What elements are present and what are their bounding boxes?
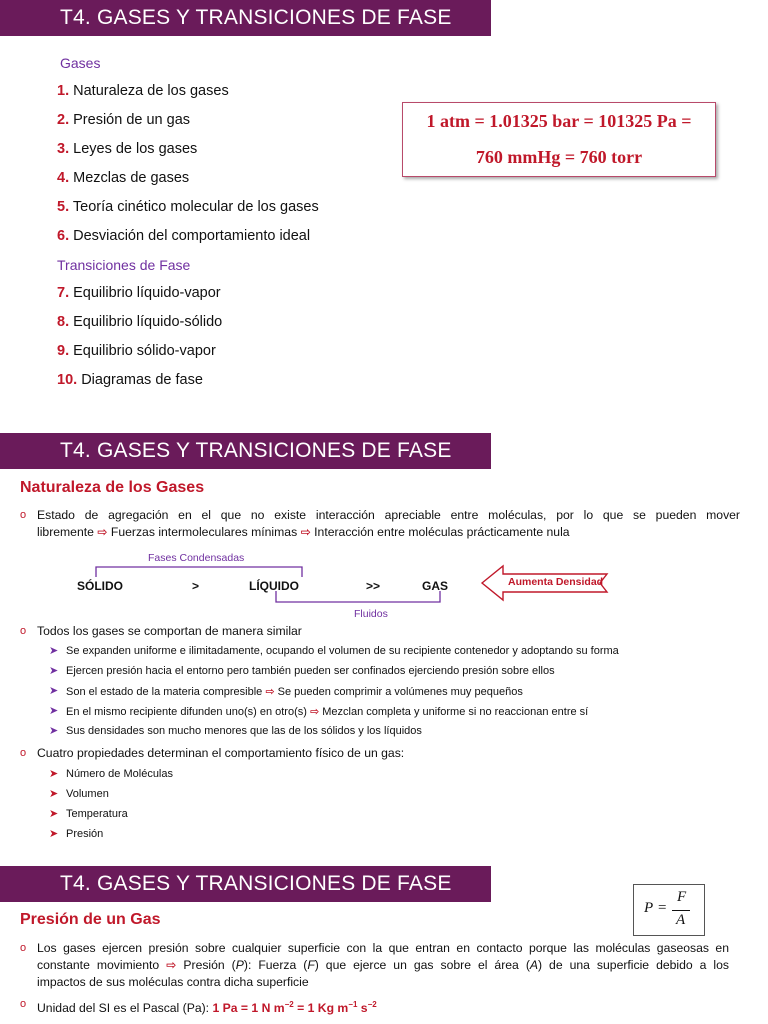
property-text: Volumen bbox=[66, 788, 109, 800]
bullet-text: Cuatro propiedades determinan el comportamiento físico de un gas: bbox=[37, 746, 405, 760]
sub-bullet-1 bbox=[49, 645, 619, 657]
fraction-bar bbox=[672, 910, 690, 911]
eq-part: 1 Pa = 1 N m bbox=[212, 1001, 285, 1016]
pressure-units-line-2: 760 mmHg = 760 torr bbox=[475, 147, 643, 167]
slide-title: T4. GASES Y TRANSICIONES DE FASE bbox=[60, 6, 452, 29]
eq-part: = 1 Kg m bbox=[293, 1001, 349, 1016]
eq-exponent: −2 bbox=[284, 1000, 294, 1009]
arrowhead-bullet-icon: ➤ bbox=[49, 705, 59, 717]
section-label-transiciones: Transiciones de Fase bbox=[57, 257, 191, 273]
pressure-formula-box bbox=[633, 884, 705, 936]
slide-index bbox=[0, 0, 768, 420]
intro-line-1: Estado de agregación en el que no existe interacción apreciable entre moléculas, por lo que se pueden mover bbox=[37, 508, 740, 522]
sub-bullet-5 bbox=[49, 725, 422, 737]
fluids-bracket bbox=[276, 591, 440, 602]
index-item-3 bbox=[57, 141, 197, 157]
index-number: 1. bbox=[57, 83, 70, 99]
definition-line-3: impactos de sus moléculas contra dicha superficie bbox=[37, 975, 309, 989]
slide-presion bbox=[0, 866, 768, 1024]
circle-bullet-icon: o bbox=[20, 625, 27, 637]
index-text: Equilibrio líquido-sólido bbox=[73, 314, 223, 330]
index-item-10 bbox=[57, 372, 203, 388]
circle-bullet-icon: o bbox=[20, 942, 27, 954]
section-label-gases: Gases bbox=[60, 55, 101, 71]
intro-text-b: Fuerzas intermoleculares mínimas bbox=[110, 525, 298, 539]
sub-bullet-text: En el mismo recipiente difunden uno(s) en otro(s) bbox=[66, 706, 307, 718]
formula-p: P bbox=[644, 900, 654, 916]
index-item-2 bbox=[57, 112, 190, 128]
property-item bbox=[49, 788, 109, 800]
def-symbol-f: F bbox=[307, 958, 315, 972]
arrow-right-icon: ⇨ bbox=[300, 525, 311, 539]
def-part: ): Fuerza ( bbox=[243, 958, 308, 972]
index-number: 10. bbox=[57, 372, 78, 388]
index-number: 4. bbox=[57, 170, 70, 186]
index-text: Naturaleza de los gases bbox=[73, 83, 229, 99]
phase-gtgt: >> bbox=[366, 579, 381, 593]
index-text: Equilibrio líquido-vapor bbox=[73, 285, 221, 301]
index-item-1 bbox=[57, 83, 229, 99]
arrowhead-bullet-icon: ➤ bbox=[49, 808, 59, 820]
index-item-5 bbox=[57, 199, 319, 215]
index-number: 6. bbox=[57, 228, 70, 244]
sub-bullet-text: Se expanden uniforme e ilimitadamente, ocupando el volumen de su recipiente contenedor y adoptando su forma bbox=[66, 645, 619, 657]
bullet-text: Todos los gases se comportan de manera similar bbox=[37, 624, 302, 638]
sub-bullet-3 bbox=[49, 685, 523, 698]
def-part: ) de una superficie debido a los bbox=[538, 958, 729, 972]
formula-a: A bbox=[676, 912, 686, 928]
label-fluidos: Fluidos bbox=[354, 608, 388, 620]
index-text: Diagramas de fase bbox=[81, 372, 203, 388]
index-number: 7. bbox=[57, 285, 70, 301]
sub-bullet-text: Mezclan completa y uniforme si no reaccionan entre sí bbox=[322, 706, 589, 718]
circle-bullet-icon: o bbox=[20, 747, 27, 759]
def-text: constante movimiento bbox=[37, 958, 160, 972]
eq-part: s bbox=[357, 1001, 368, 1016]
label-fases-condensadas: Fases Condensadas bbox=[148, 552, 245, 564]
section-heading: Naturaleza de los Gases bbox=[20, 479, 205, 496]
phase-liquido: LÍQUIDO bbox=[249, 579, 299, 593]
slide-title: T4. GASES Y TRANSICIONES DE FASE bbox=[60, 872, 452, 895]
def-part: ) que ejerce un gas sobre el área ( bbox=[314, 958, 530, 972]
circle-bullet-icon: o bbox=[20, 998, 27, 1010]
sub-bullet-text: Son el estado de la materia compresible bbox=[66, 686, 263, 698]
formula-equals: = bbox=[658, 900, 667, 916]
formula-f: F bbox=[677, 889, 687, 905]
def-symbol-p: P bbox=[235, 958, 244, 972]
index-text: Equilibrio sólido-vapor bbox=[73, 343, 216, 359]
phase-gas: GAS bbox=[422, 579, 449, 593]
si-unit-text: Unidad del SI es el Pascal (Pa): bbox=[37, 1001, 210, 1016]
pressure-units-line-1: 1 atm = 1.01325 bar = 101325 Pa = bbox=[426, 111, 692, 131]
index-item-8 bbox=[57, 314, 222, 330]
arrow-right-icon: ⇨ bbox=[309, 706, 320, 718]
index-number: 9. bbox=[57, 343, 70, 359]
sub-bullet-text: Sus densidades son mucho menores que las de los sólidos y los líquidos bbox=[66, 725, 422, 737]
arrowhead-bullet-icon: ➤ bbox=[49, 685, 59, 697]
def-part: Presión ( bbox=[183, 958, 236, 972]
arrowhead-bullet-icon: ➤ bbox=[49, 645, 59, 657]
def-text bbox=[183, 958, 729, 972]
eq-exponent: −1 bbox=[348, 1000, 358, 1009]
slide-naturaleza bbox=[0, 433, 768, 853]
index-text: Teoría cinético molecular de los gases bbox=[72, 199, 319, 215]
arrowhead-bullet-icon: ➤ bbox=[49, 725, 59, 737]
index-text: Leyes de los gases bbox=[73, 141, 198, 157]
arrow-right-icon: ⇨ bbox=[97, 525, 108, 539]
slide-title-banner bbox=[0, 866, 491, 902]
bullet-si-unit bbox=[20, 996, 377, 1017]
index-number: 5. bbox=[57, 199, 70, 215]
intro-text-c: Interacción entre moléculas prácticamente nula bbox=[314, 525, 570, 539]
phase-solido: SÓLIDO bbox=[77, 579, 124, 593]
pressure-units-box bbox=[402, 102, 716, 177]
arrowhead-bullet-icon: ➤ bbox=[49, 768, 59, 780]
property-text: Presión bbox=[66, 828, 104, 840]
slide-title: T4. GASES Y TRANSICIONES DE FASE bbox=[60, 439, 452, 462]
bullet-pressure-definition bbox=[20, 940, 729, 991]
property-text: Número de Moléculas bbox=[66, 768, 173, 780]
label-aumenta-densidad: Aumenta Densidad bbox=[508, 576, 604, 588]
arrowhead-bullet-icon: ➤ bbox=[49, 665, 59, 677]
eq-exponent: −2 bbox=[367, 1000, 377, 1009]
bullet-four-properties bbox=[20, 745, 405, 762]
arrow-right-icon: ⇨ bbox=[265, 686, 275, 698]
arrowhead-bullet-icon: ➤ bbox=[49, 788, 59, 800]
phase-gt: > bbox=[192, 579, 200, 593]
property-item bbox=[49, 768, 173, 780]
property-text: Temperatura bbox=[66, 808, 128, 820]
property-item bbox=[49, 808, 128, 820]
index-item-9 bbox=[57, 343, 216, 359]
condensed-bracket bbox=[96, 567, 302, 577]
property-item bbox=[49, 828, 104, 840]
index-number: 3. bbox=[57, 141, 70, 157]
arrow-right-icon: ⇨ bbox=[166, 958, 177, 972]
sub-bullet-4 bbox=[49, 705, 589, 718]
bullet-similar bbox=[20, 623, 302, 640]
section-heading: Presión de un Gas bbox=[20, 911, 161, 928]
index-text: Desviación del comportamiento ideal bbox=[73, 228, 311, 244]
index-item-7 bbox=[57, 285, 221, 301]
arrowhead-bullet-icon: ➤ bbox=[49, 828, 59, 840]
index-number: 2. bbox=[57, 112, 70, 128]
index-item-4 bbox=[57, 170, 189, 186]
index-text: Presión de un gas bbox=[73, 112, 191, 128]
index-number: 8. bbox=[57, 314, 70, 330]
definition-line-2 bbox=[37, 957, 729, 974]
slide-title-banner bbox=[0, 0, 491, 36]
phase-brackets bbox=[0, 433, 768, 633]
index-text: Mezclas de gases bbox=[73, 170, 190, 186]
sub-bullet-text: Ejercen presión hacia el entorno pero también pueden ser confinados ejerciendo presión sobre ellos bbox=[66, 665, 555, 677]
circle-bullet-icon: o bbox=[20, 509, 27, 521]
sub-bullet-2 bbox=[49, 665, 555, 677]
si-unit-equation bbox=[212, 1001, 376, 1015]
def-symbol-a: A bbox=[529, 958, 539, 972]
definition-line-1: Los gases ejercen presión sobre cualquier superficie con la que entran en contacto porque las moléculas gaseosas en bbox=[37, 941, 729, 955]
intro-text-a: libremente bbox=[37, 525, 94, 539]
sub-bullet-text: Se pueden comprimir a volúmenes muy pequeños bbox=[277, 686, 523, 698]
index-item-6 bbox=[57, 228, 310, 244]
